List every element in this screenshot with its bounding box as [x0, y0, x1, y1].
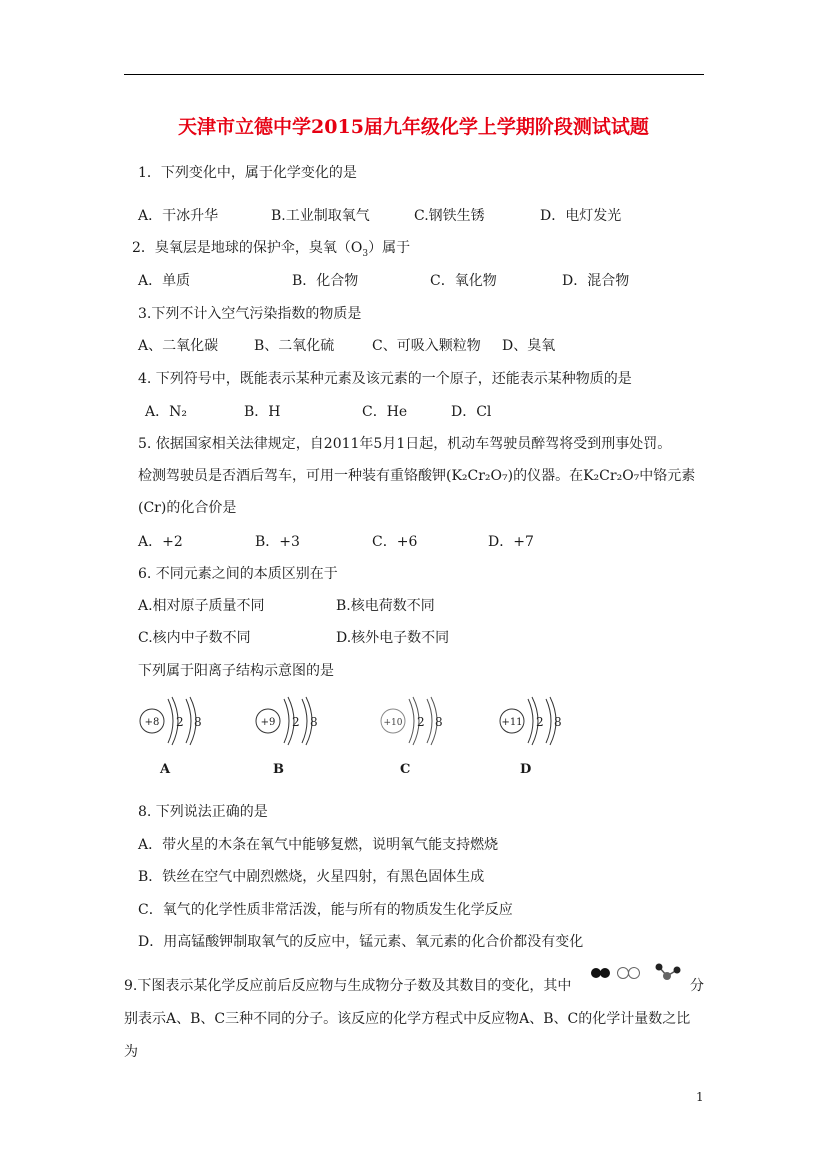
q3-option-a: A、二氧化碳	[138, 338, 219, 354]
q3-option-b: B、二氧化硫	[254, 338, 335, 354]
q8-option-d: D．用高锰酸钾制取氧气的反应中，锰元素、氧元素的化合价都没有变化	[138, 934, 584, 950]
page-title: 天津市立德中学2015届九年级化学上学期阶段测试试题	[178, 116, 649, 138]
question-8-stem: 8. 下列说法正确的是	[138, 804, 268, 820]
molecule-c-icon	[654, 962, 682, 988]
question-5-line-2: 检测驾驶员是否酒后驾车，可用一种装有重铬酸钾(K₂Cr₂O₇)的仪器。在K₂Cr₂O₇中铬元素	[138, 468, 696, 484]
svg-text:2: 2	[292, 715, 300, 729]
svg-text:2: 2	[536, 715, 544, 729]
q8-option-b: B．铁丝在空气中剧烈燃烧，火星四射，有黑色固体生成	[138, 869, 485, 885]
q2-option-b: B．化合物	[292, 273, 359, 289]
atom-label-a: A	[160, 762, 171, 777]
q3-option-c: C、可吸入颗粒物	[372, 338, 481, 354]
q8-option-c: C．氧气的化学性质非常活泼，能与所有的物质发生化学反应	[138, 902, 513, 918]
svg-text:+10: +10	[383, 718, 403, 728]
atom-diagram-b	[254, 695, 344, 759]
q5-option-b: B．+3	[255, 534, 300, 550]
page-number: 1	[696, 1090, 704, 1104]
q5-option-d: D．+7	[488, 534, 534, 550]
q6-option-c: C.核内中子数不同	[138, 630, 251, 646]
atom-label-d: D	[520, 762, 532, 777]
atom-label-b: B	[273, 762, 284, 777]
q4-option-b: B．H	[244, 404, 281, 420]
molecule-a-icon	[590, 966, 612, 984]
atom-diagram-d	[498, 695, 588, 759]
question-7-stem: 下列属于阳离子结构示意图的是	[138, 663, 334, 679]
question-6-stem: 6. 不同元素之间的本质区别在于	[138, 566, 338, 582]
q3-option-d: D、臭氧	[502, 338, 556, 354]
q2-option-d: D．混合物	[562, 273, 630, 289]
atom-label-c: C	[400, 762, 411, 777]
q6-option-a: A.相对原子质量不同	[138, 598, 265, 614]
q4-option-a: A．N₂	[145, 404, 187, 420]
question-9-line-1: 9.下图表示某化学反应前后反应物与生成物分子数及其数目的变化，其中	[124, 978, 572, 994]
question-4-stem: 4. 下列符号中，既能表示某种元素及该元素的一个原子，还能表示某种物质的是	[138, 371, 632, 387]
q4-option-d: D．Cl	[451, 404, 492, 420]
molecule-b-icon	[616, 966, 642, 984]
q2-option-c: C．氧化物	[430, 273, 497, 289]
q2-option-a: A．单质	[138, 273, 191, 289]
q6-option-b: B.核电荷数不同	[336, 598, 435, 614]
svg-text:2: 2	[176, 715, 184, 729]
q6-option-d: D.核外电子数不同	[336, 630, 450, 646]
q1-option-c: C.钢铁生锈	[414, 208, 485, 224]
question-9-line-2: 别表示A、B、C三种不同的分子。该反应的化学方程式中反应物A、B、C的化学计量数之比	[124, 1011, 691, 1027]
question-9-line-3: 为	[124, 1044, 138, 1060]
svg-text:8: 8	[194, 715, 202, 729]
q4-option-c: C．He	[362, 404, 408, 420]
q1-option-d: D．电灯发光	[540, 208, 622, 224]
q5-option-c: C．+6	[372, 534, 418, 550]
question-2-stem: 2．臭氧层是地球的保护伞，臭氧$(O_3)$属于	[132, 240, 411, 259]
svg-text:8: 8	[554, 715, 562, 729]
question-1-stem: 1．下列变化中，属于化学变化的是	[138, 165, 357, 181]
question-5-line-3: (Cr)的化合价是	[138, 500, 237, 516]
question-9-line-1-end: 分	[690, 978, 704, 994]
question-5-line-1: 5. 依据国家相关法律规定，自2011年5月1日起，机动车驾驶员醉驾将受到刑事处罚。	[138, 436, 672, 452]
svg-text:8: 8	[310, 715, 318, 729]
q1-option-b: B.工业制取氧气	[271, 208, 370, 224]
q1-option-a: A．干冰升华	[138, 208, 219, 224]
header-rule	[124, 74, 704, 75]
q5-option-a: A．+2	[138, 534, 183, 550]
svg-text:2: 2	[417, 715, 425, 729]
svg-text:+9: +9	[260, 717, 276, 728]
question-3-stem: 3.下列不计入空气污染指数的物质是	[138, 306, 362, 322]
svg-text:8: 8	[435, 715, 443, 729]
atom-diagram-c	[379, 695, 469, 759]
atom-diagram-a	[138, 695, 228, 759]
svg-text:+11: +11	[501, 717, 523, 728]
q8-option-a: A．带火星的木条在氧气中能够复燃，说明氧气能支持燃烧	[138, 837, 499, 853]
svg-text:+8: +8	[144, 717, 160, 728]
